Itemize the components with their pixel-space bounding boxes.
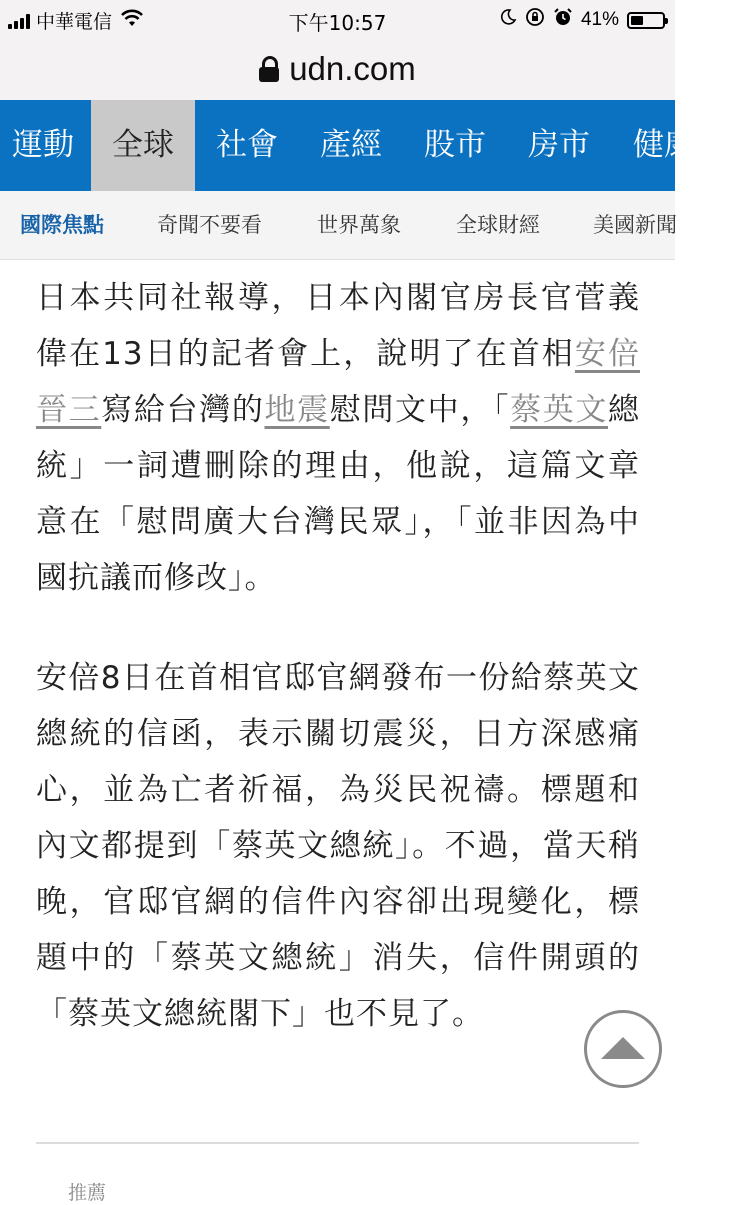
sub-tab-world-affairs[interactable]: 世界萬象 [317, 213, 401, 237]
nav-tab-global[interactable]: 全球 [91, 100, 195, 191]
moon-icon [499, 8, 517, 32]
battery-icon [627, 12, 665, 29]
nav-tab-sports[interactable]: 運動 [12, 127, 74, 163]
nav-tab-stocks[interactable]: 股市 [424, 127, 486, 163]
link-abe-shinzo[interactable]: 安倍晉三 [36, 336, 640, 428]
sub-tab-international-focus[interactable]: 國際焦點 [20, 213, 104, 237]
status-bar [0, 0, 675, 38]
main-nav [0, 100, 695, 191]
orientation-lock-icon [525, 7, 545, 33]
link-tsai-ing-wen[interactable]: 蔡英文 [510, 392, 609, 428]
article-body [36, 270, 640, 1086]
sub-tab-odd-news[interactable]: 奇聞不要看 [157, 213, 262, 237]
status-time: 下午10:57 [288, 11, 387, 35]
battery-percent: 41% [580, 9, 619, 30]
paragraph-text: 日本共同社報導，日本內閣官房長官菅義偉在13日的記者會上，說明了在首相 [36, 280, 640, 372]
nav-tab-society[interactable]: 社會 [216, 127, 278, 163]
back-to-top-button[interactable] [584, 1010, 662, 1088]
paragraph-text: 總統」一詞遭刪除的理由，他說，這篇文章意在「慰問廣大台灣民眾」，「並非因為中國抗議而修改」。 [36, 392, 641, 596]
status-right [499, 7, 665, 33]
alarm-icon [553, 7, 573, 33]
divider [36, 1142, 639, 1144]
paragraph-text: 寫給台灣的 [101, 392, 265, 428]
recommend-label: 推薦 [68, 1182, 107, 1204]
paragraph-text: 慰問文中，「 [329, 392, 511, 428]
article-paragraph-1 [36, 270, 640, 606]
address-bar[interactable] [0, 38, 675, 100]
sub-nav [0, 191, 675, 260]
sub-tab-us-news[interactable]: 美國新聞 [593, 213, 677, 237]
url-domain: udn.com [289, 50, 416, 87]
nav-tab-health[interactable]: 健康 [633, 127, 695, 163]
nav-tab-industry[interactable]: 產經 [320, 127, 382, 163]
article-paragraph-2: 安倍8日在首相官邸官網發布一份給蔡英文總統的信函，表示關切震災，日方深感痛心，並為亡者祈福，為災民祝禱。標題和內文都提到「蔡英文總統」。不過，當天稍晚，官邸官網的信件內容卻出現變化，標題中的「蔡英文總統」消失，信件開頭的「蔡英文總統閣下」也不見了。 [36, 660, 640, 1032]
lock-icon [259, 56, 279, 82]
link-earthquake[interactable]: 地震 [264, 392, 330, 428]
battery-fill [631, 16, 643, 25]
sub-tab-global-finance[interactable]: 全球財經 [456, 213, 540, 237]
chevron-up-icon [587, 1013, 659, 1085]
carrier-name: 中華電信 [36, 11, 113, 33]
nav-tab-housing[interactable]: 房市 [528, 127, 590, 163]
